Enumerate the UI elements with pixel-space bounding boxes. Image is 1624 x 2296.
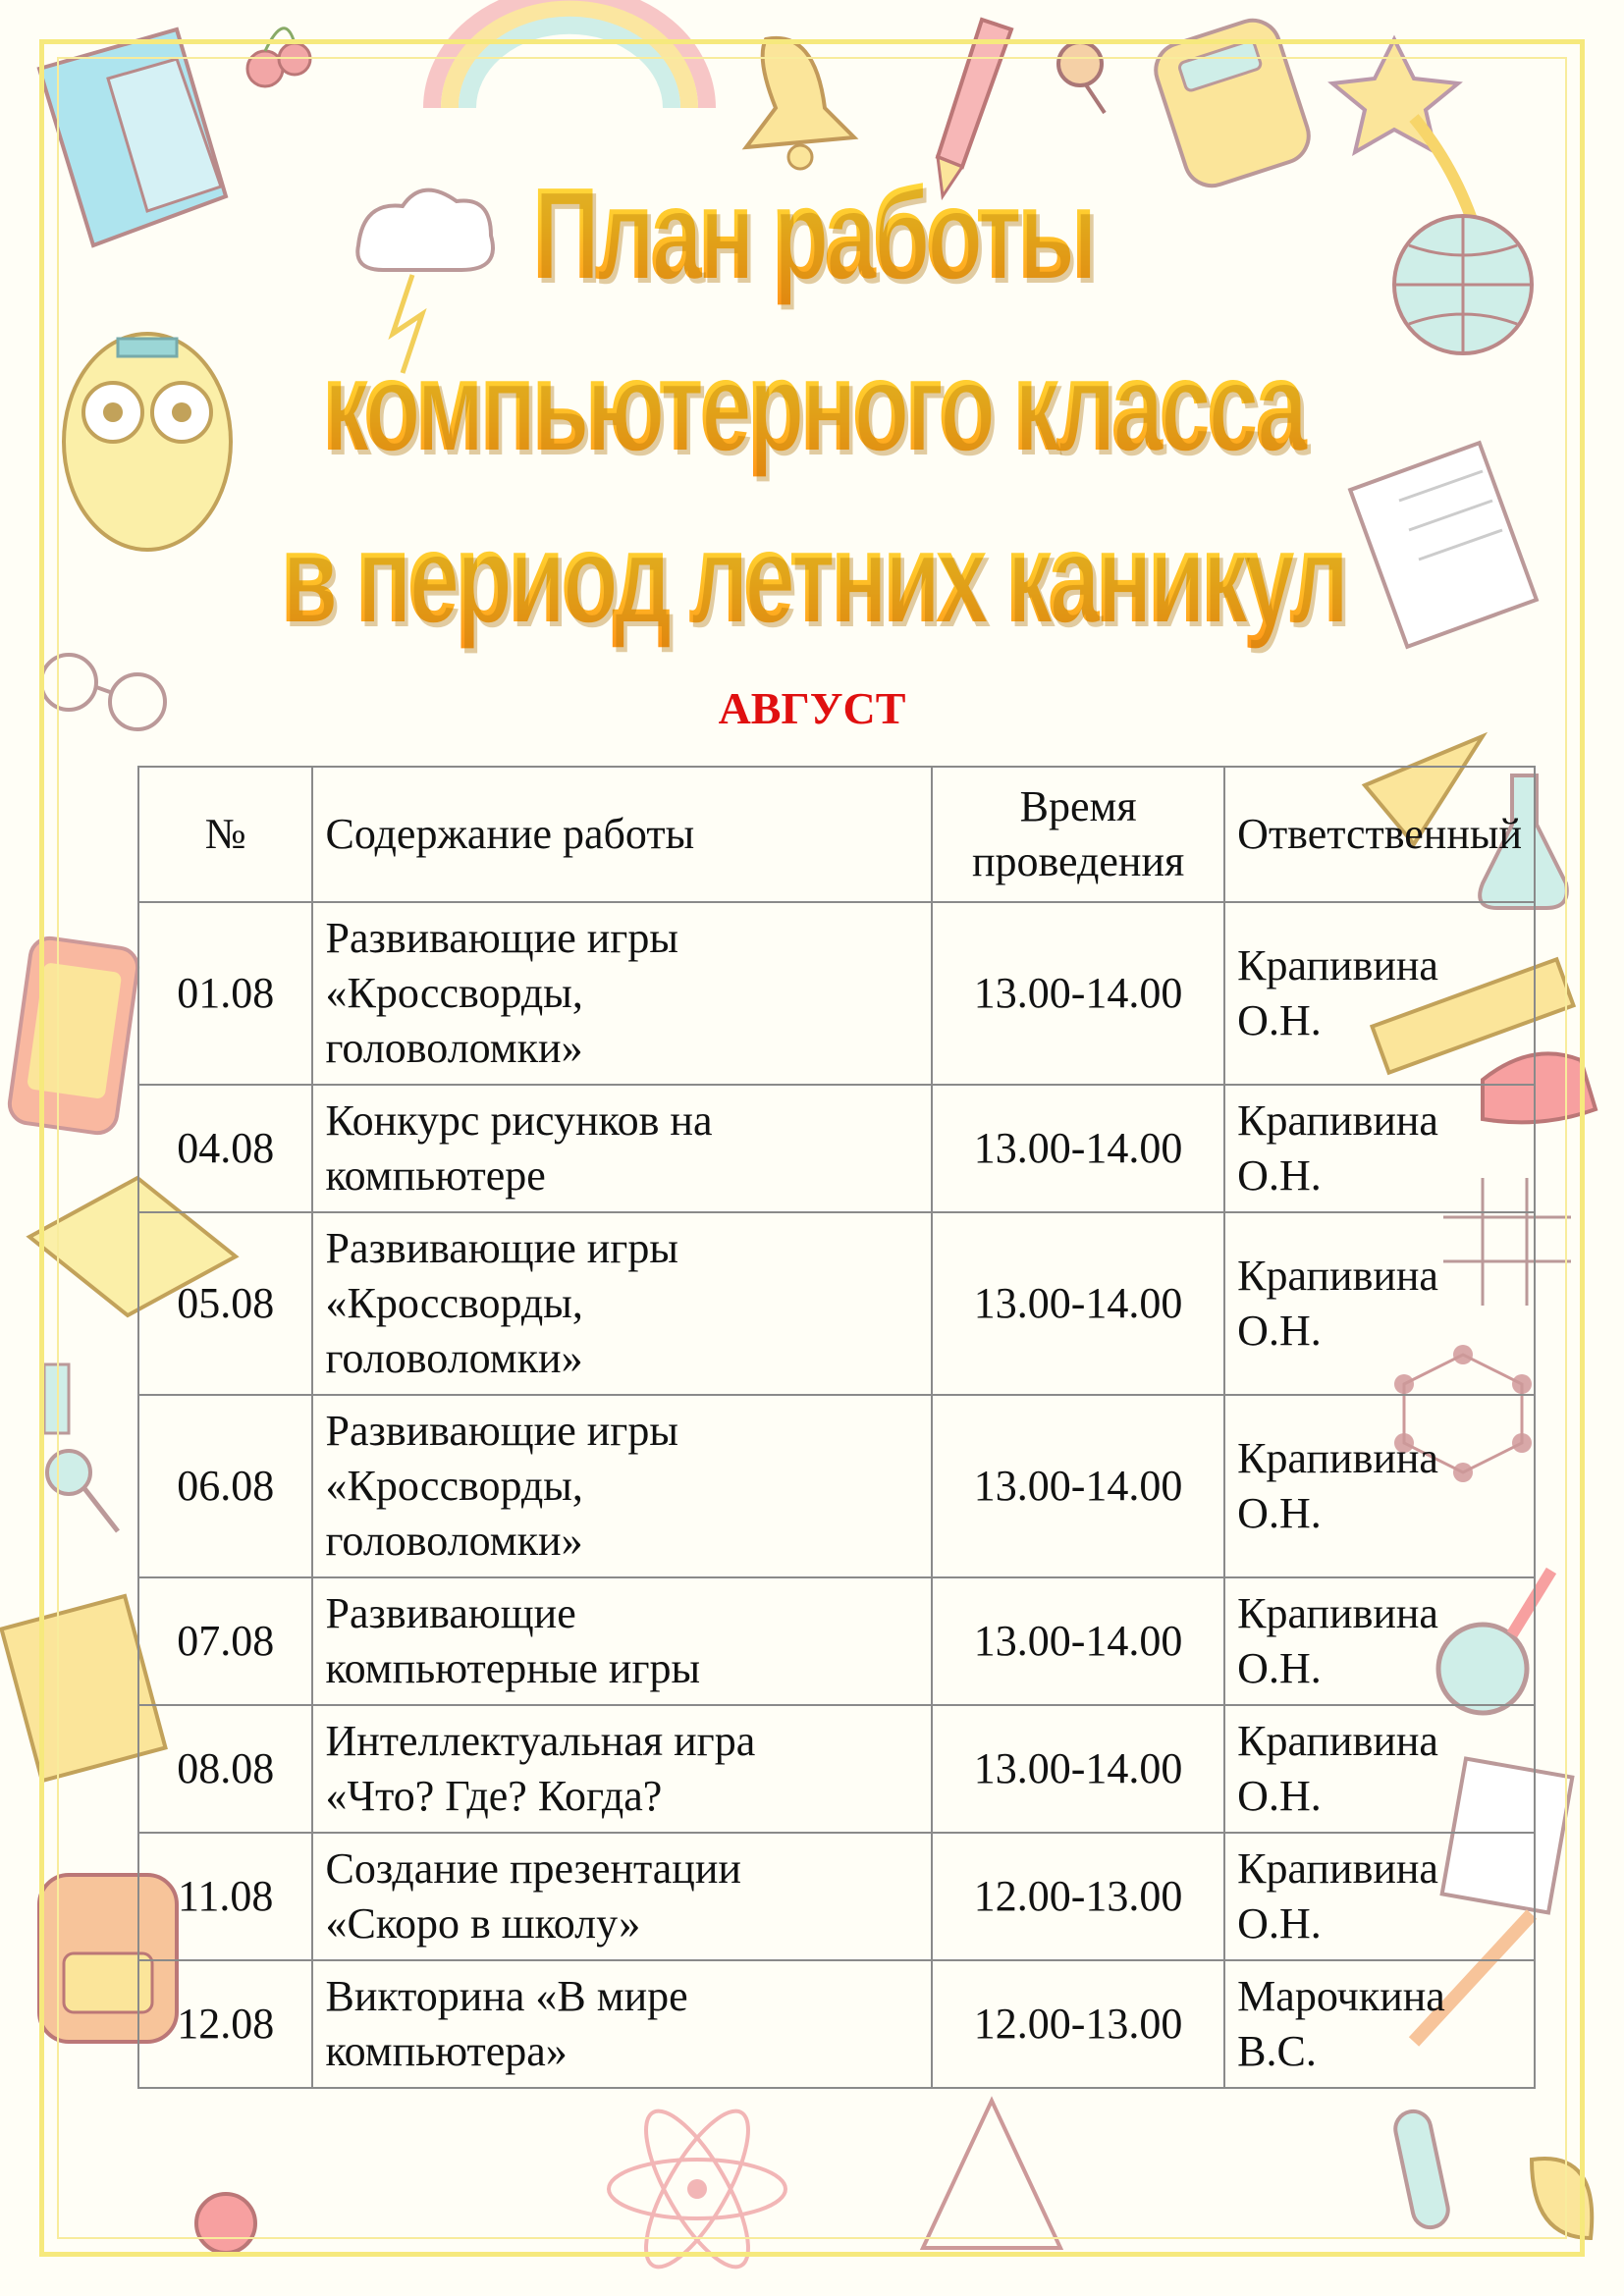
row-time: 13.00-14.00 <box>932 1212 1224 1395</box>
row-work: Развивающие игры «Кроссворды, головоломки» <box>312 902 932 1085</box>
row-responsible: Крапивина О.Н. <box>1224 1705 1535 1833</box>
row-responsible: Марочкина В.С. <box>1224 1960 1535 2088</box>
title-line-1: План работы <box>228 147 1397 319</box>
title-line-2: компьютерного класса <box>228 319 1397 491</box>
header-number: № <box>138 767 312 902</box>
row-time: 12.00-13.00 <box>932 1960 1224 2088</box>
header-work: Содержание работы <box>312 767 932 902</box>
row-work: Интеллектуальная игра «Что? Где? Когда? <box>312 1705 932 1833</box>
header-time: Время проведения <box>932 767 1224 902</box>
table-row <box>138 1212 1535 1395</box>
row-work: Конкурс рисунков на компьютере <box>312 1085 932 1212</box>
page-title <box>0 147 1624 663</box>
table-header-row <box>138 767 1535 902</box>
row-responsible: Крапивина О.Н. <box>1224 1833 1535 1960</box>
row-work: Развивающие игры «Кроссворды, головоломки» <box>312 1212 932 1395</box>
row-time: 13.00-14.00 <box>932 902 1224 1085</box>
row-time: 13.00-14.00 <box>932 1577 1224 1705</box>
row-responsible: Крапивина О.Н. <box>1224 1085 1535 1212</box>
row-date: 12.08 <box>138 1960 312 2088</box>
month-heading: АВГУСТ <box>718 683 906 733</box>
row-work: Развивающие компьютерные игры <box>312 1577 932 1705</box>
schedule-table <box>137 766 1536 2089</box>
row-work: Создание презентации «Скоро в школу» <box>312 1833 932 1960</box>
row-responsible: Крапивина О.Н. <box>1224 1395 1535 1577</box>
row-responsible: Крапивина О.Н. <box>1224 1577 1535 1705</box>
row-date: 05.08 <box>138 1212 312 1395</box>
row-time: 13.00-14.00 <box>932 1395 1224 1577</box>
row-date: 06.08 <box>138 1395 312 1577</box>
header-responsible: Ответственный <box>1224 767 1535 902</box>
row-date: 07.08 <box>138 1577 312 1705</box>
table-row <box>138 1395 1535 1577</box>
table-row <box>138 1833 1535 1960</box>
row-time: 13.00-14.00 <box>932 1085 1224 1212</box>
table-row <box>138 902 1535 1085</box>
row-work: Развивающие игры «Кроссворды, головоломки» <box>312 1395 932 1577</box>
table-row <box>138 1085 1535 1212</box>
row-responsible: Крапивина О.Н. <box>1224 1212 1535 1395</box>
row-date: 08.08 <box>138 1705 312 1833</box>
table-row <box>138 1960 1535 2088</box>
row-work: Викторина «В мире компьютера» <box>312 1960 932 2088</box>
row-time: 13.00-14.00 <box>932 1705 1224 1833</box>
title-line-3: в период летних каникул <box>228 491 1397 663</box>
row-date: 01.08 <box>138 902 312 1085</box>
row-responsible: Крапивина О.Н. <box>1224 902 1535 1085</box>
table-row <box>138 1705 1535 1833</box>
row-date: 04.08 <box>138 1085 312 1212</box>
row-time: 12.00-13.00 <box>932 1833 1224 1960</box>
row-date: 11.08 <box>138 1833 312 1960</box>
table-row <box>138 1577 1535 1705</box>
